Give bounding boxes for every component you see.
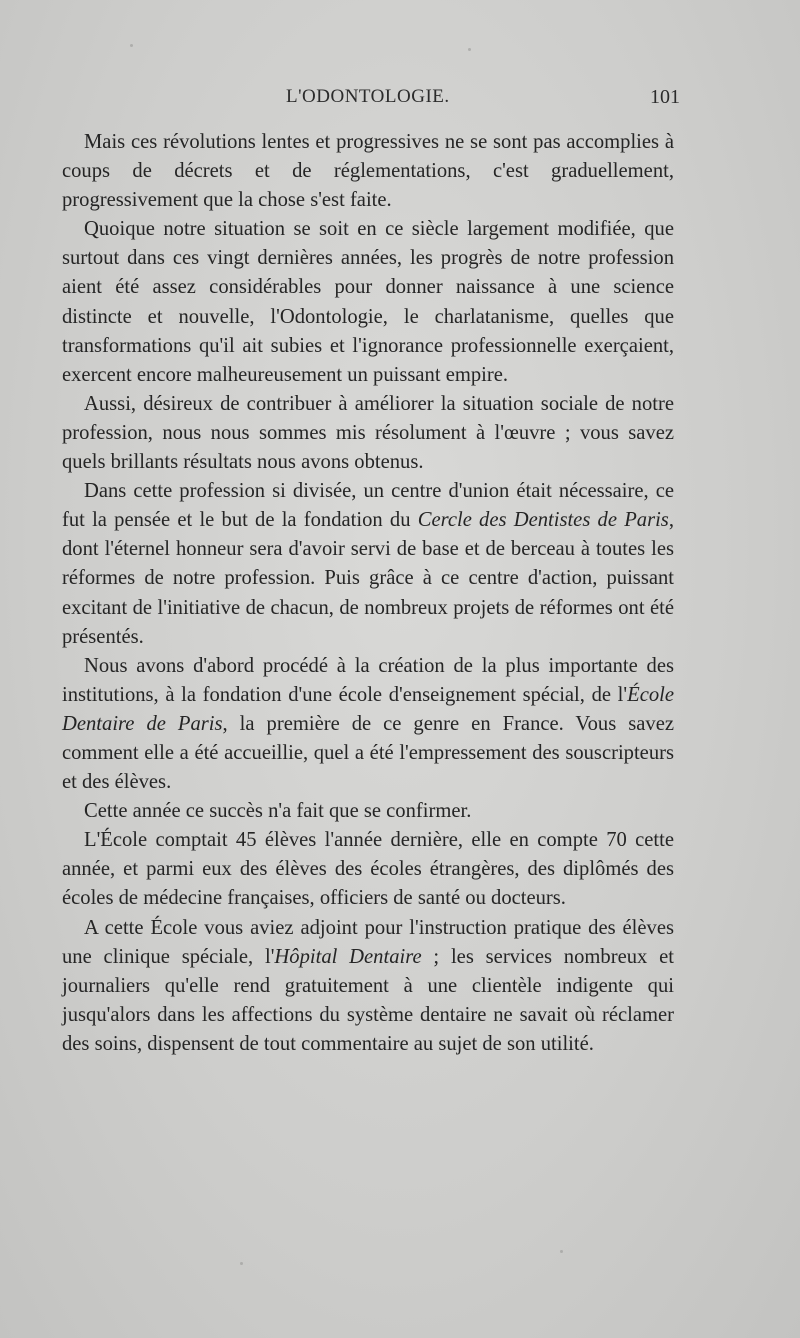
italic-title-ecole: École Dentaire de Paris [62,683,674,735]
paragraph [62,128,674,215]
paper-speck [130,44,133,47]
running-title: L'ODONTOLOGIE. [286,86,450,107]
text-segment: Nous avons d'abord procédé à la création de la plus importante des institutions, à la fondation d'une école d'enseignement spécial, de l' [62,654,674,706]
page-number: 101 [650,86,680,108]
text-segment: Cette année ce succès n'a fait que se confirmer. [84,800,472,823]
text-segment: ; les services nombreux et journaliers qu'elle rend gratuitement à une clientèle indigente qui jusqu'alors dans les affections du système dentaire ne savait où réclamer des soins, dispensent de tout commentaire au sujet de son utilité. [62,945,674,1055]
paragraph [62,215,674,390]
text-segment: L'École comptait 45 élèves l'année dernière, elle en compte 70 cette année, et parmi eux des élèves des écoles étrangères, des diplômés des écoles de médecine françaises, officiers de santé ou docteurs. [62,829,674,910]
paper-speck [468,48,471,51]
paper-speck [240,1262,243,1265]
paper-speck [560,1250,563,1253]
text-segment: Dans cette profession si divisée, un centre d'union était nécessaire, ce fut la pensée et le but de la fondation du [62,480,674,532]
paragraph [62,390,674,477]
page-header [80,86,680,116]
paragraph [62,826,674,913]
italic-title-cercle: Cercle des Dentistes de Paris [417,509,669,532]
body-text [62,128,674,1059]
italic-title-hopital: Hôpital Dentaire [274,945,422,968]
text-segment: , dont l'éternel honneur sera d'avoir servi de base et de berceau à toutes les réformes de notre profession. Puis grâce à ce centre d'action, puissant excitant de l'initiative de chacun, de nombreux projets de réformes ont été présentés. [62,509,674,648]
paragraph [62,477,674,652]
paragraph [62,797,674,826]
paragraph [62,652,674,797]
text-segment: Aussi, désireux de contribuer à améliorer la situation sociale de notre profession, nous nous sommes mis résolument à l'œuvre ; vous savez quels brillants résultats nous avons obtenus. [62,392,674,474]
text-segment: Quoique notre situation se soit en ce siècle largement modifiée, que surtout dans ces vingt dernières années, les progrès de notre profession aient été assez considérables pour donner naissance à une science distincte et nouvelle, l'Odontologie, le charlatanisme, quelles que transformations qu'il ait subies et l'ignorance professionnelle exerçaient, exercent encore malheureusement un puissant empire. [62,218,674,386]
paragraph [62,914,674,1059]
text-segment: , la première de ce genre en France. Vous savez comment elle a été accueillie, quel a été l'empressement des souscripteurs et des élèves. [62,712,674,794]
text-segment: A cette École vous aviez adjoint pour l'instruction pratique des élèves une clinique spéciale, l' [62,916,674,968]
text-segment: Mais ces révolutions lentes et progressives ne se sont pas accomplies à coups de décrets et de réglementations, c'est graduellement, progressivement que la chose s'est faite. [62,131,674,212]
